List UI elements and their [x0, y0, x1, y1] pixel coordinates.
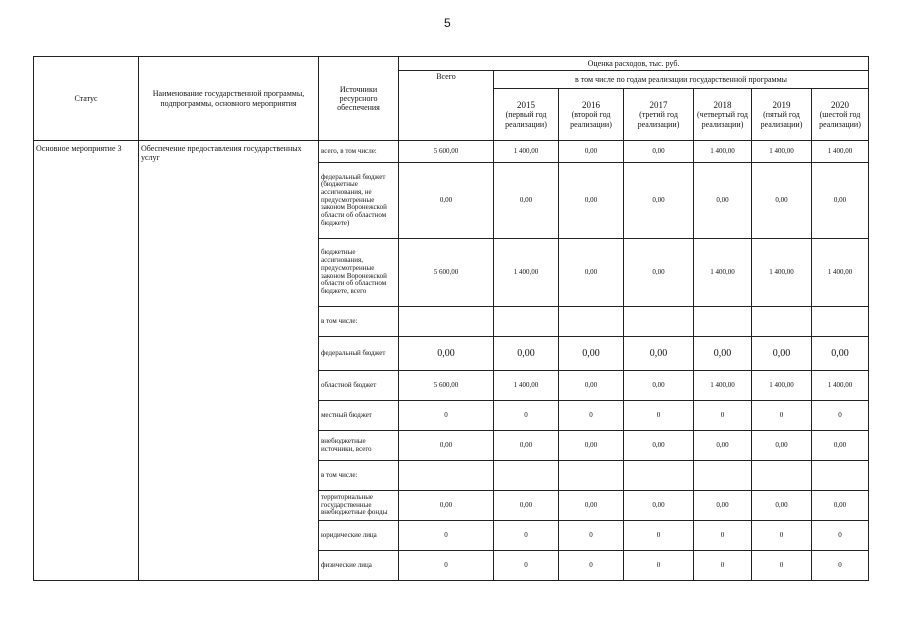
source-cell: местный бюджет — [319, 401, 399, 431]
header-year-number: 2015 — [517, 100, 535, 111]
value-cell: 0 — [812, 521, 869, 551]
value-cell: 0 — [559, 551, 624, 581]
value-cell: 0,00 — [624, 163, 694, 239]
header-year-label: (второй год реализации) — [570, 110, 612, 129]
source-cell: юридические лица — [319, 521, 399, 551]
source-cell: федеральный бюджет (бюджетные ассигнования, не предусмотренные законом Воронежской области об областном бюджете) — [319, 163, 399, 239]
value-cell: 0,00 — [624, 239, 694, 307]
value-cell — [812, 461, 869, 491]
header-year-number: 2019 — [772, 100, 791, 111]
header-year-number: 2020 — [831, 100, 849, 111]
value-cell: 0,00 — [752, 491, 812, 521]
value-cell: 1 400,00 — [752, 371, 812, 401]
value-cell: 0,00 — [494, 431, 559, 461]
value-cell: 0,00 — [624, 491, 694, 521]
value-cell: 0,00 — [399, 337, 494, 371]
value-cell: 0,00 — [694, 337, 752, 371]
header-name: Наименование государственной программы, подпрограммы, основного мероприятия — [139, 57, 319, 141]
value-cell: 0 — [752, 551, 812, 581]
header-sources: Источники ресурсного обеспечения — [319, 57, 399, 141]
value-cell: 0 — [694, 521, 752, 551]
value-cell — [624, 307, 694, 337]
value-cell: 0,00 — [694, 163, 752, 239]
value-cell: 0 — [812, 401, 869, 431]
value-cell: 0,00 — [399, 431, 494, 461]
value-cell: 0,00 — [559, 491, 624, 521]
value-cell: 0 — [559, 521, 624, 551]
value-cell: 0,00 — [812, 431, 869, 461]
source-cell: в том числе: — [319, 307, 399, 337]
value-cell: 1 400,00 — [752, 239, 812, 307]
budget-table — [33, 56, 869, 581]
value-cell: 0 — [494, 401, 559, 431]
value-cell: 1 400,00 — [694, 371, 752, 401]
header-estimate: Оценка расходов, тыс. руб. — [399, 57, 869, 71]
source-cell: в том числе: — [319, 461, 399, 491]
header-year-label: (четвертый год реализации) — [697, 110, 748, 129]
header-year-2018 — [694, 89, 752, 141]
value-cell: 0,00 — [494, 337, 559, 371]
value-cell — [752, 461, 812, 491]
value-cell: 0,00 — [624, 337, 694, 371]
value-cell: 1 400,00 — [694, 141, 752, 163]
value-cell: 0,00 — [812, 163, 869, 239]
value-cell: 0,00 — [752, 163, 812, 239]
page-number: 5 — [444, 16, 451, 30]
value-cell — [694, 461, 752, 491]
value-cell — [694, 307, 752, 337]
value-cell: 5 600,00 — [399, 371, 494, 401]
value-cell: 0 — [694, 551, 752, 581]
source-cell: бюджетные ассигнования, предусмотренные законом Воронежской области об областном бюджете, всего — [319, 239, 399, 307]
value-cell: 0 — [752, 401, 812, 431]
source-cell: федеральный бюджет — [319, 337, 399, 371]
header-total: Всего — [399, 71, 494, 141]
value-cell: 0,00 — [494, 491, 559, 521]
value-cell: 0,00 — [624, 371, 694, 401]
value-cell: 0,00 — [559, 239, 624, 307]
header-year-label: (первый год реализации) — [505, 110, 547, 129]
source-cell: территориальные государственные внебюджетные фонды — [319, 491, 399, 521]
header-year-2020 — [812, 89, 869, 141]
value-cell: 0,00 — [559, 141, 624, 163]
value-cell: 0,00 — [694, 431, 752, 461]
value-cell: 0,00 — [812, 491, 869, 521]
value-cell: 0 — [559, 401, 624, 431]
header-year-number: 2017 — [649, 100, 668, 111]
value-cell: 0,00 — [624, 431, 694, 461]
value-cell: 0,00 — [694, 491, 752, 521]
value-cell — [399, 307, 494, 337]
header-year-2017 — [624, 89, 694, 141]
value-cell: 1 400,00 — [812, 141, 869, 163]
value-cell: 0 — [694, 401, 752, 431]
value-cell: 0,00 — [624, 141, 694, 163]
value-cell: 0,00 — [399, 163, 494, 239]
header-year-2015 — [494, 89, 559, 141]
value-cell: 1 400,00 — [494, 371, 559, 401]
value-cell — [624, 461, 694, 491]
header-year-label: (пятый год реализации) — [760, 110, 803, 129]
value-cell: 0,00 — [559, 431, 624, 461]
value-cell — [812, 307, 869, 337]
value-cell: 1 400,00 — [694, 239, 752, 307]
table-row — [34, 141, 869, 163]
value-cell: 1 400,00 — [812, 239, 869, 307]
value-cell — [494, 307, 559, 337]
value-cell: 0 — [624, 551, 694, 581]
value-cell: 0 — [399, 551, 494, 581]
header-year-number: 2016 — [582, 100, 600, 111]
value-cell: 0,00 — [399, 491, 494, 521]
value-cell: 1 400,00 — [752, 141, 812, 163]
value-cell: 0 — [812, 551, 869, 581]
program-name-cell: Обеспечение предоставления государственных услуг — [139, 141, 319, 581]
header-year-label: (шестой год реализации) — [819, 110, 861, 129]
value-cell: 0 — [494, 521, 559, 551]
value-cell — [559, 461, 624, 491]
header-year-2016 — [559, 89, 624, 141]
value-cell: 0 — [399, 401, 494, 431]
value-cell: 0,00 — [752, 337, 812, 371]
value-cell: 5 600,00 — [399, 141, 494, 163]
value-cell: 1 400,00 — [494, 141, 559, 163]
value-cell — [752, 307, 812, 337]
value-cell: 0,00 — [752, 431, 812, 461]
header-year-label: (третий год реализации) — [637, 110, 680, 129]
value-cell: 5 600,00 — [399, 239, 494, 307]
source-cell: всего, в том числе: — [319, 141, 399, 163]
value-cell: 0,00 — [559, 371, 624, 401]
value-cell — [494, 461, 559, 491]
value-cell: 1 400,00 — [494, 239, 559, 307]
value-cell: 0 — [624, 521, 694, 551]
value-cell: 1 400,00 — [812, 371, 869, 401]
header-year-number: 2018 — [713, 100, 732, 111]
source-cell: областной бюджет — [319, 371, 399, 401]
value-cell — [399, 461, 494, 491]
value-cell: 0 — [624, 401, 694, 431]
header-by-years: в том числе по годам реализации государственной программы — [494, 71, 869, 89]
value-cell: 0 — [752, 521, 812, 551]
value-cell: 0,00 — [812, 337, 869, 371]
source-cell: физические лица — [319, 551, 399, 581]
status-cell: Основное мероприятие 3 — [34, 141, 139, 581]
header-status: Статус — [34, 57, 139, 141]
value-cell: 0,00 — [559, 337, 624, 371]
value-cell — [559, 307, 624, 337]
header-year-2019 — [752, 89, 812, 141]
value-cell: 0 — [494, 551, 559, 581]
value-cell: 0,00 — [559, 163, 624, 239]
value-cell: 0,00 — [494, 163, 559, 239]
source-cell: внебюджетные источники, всего — [319, 431, 399, 461]
value-cell: 0 — [399, 521, 494, 551]
